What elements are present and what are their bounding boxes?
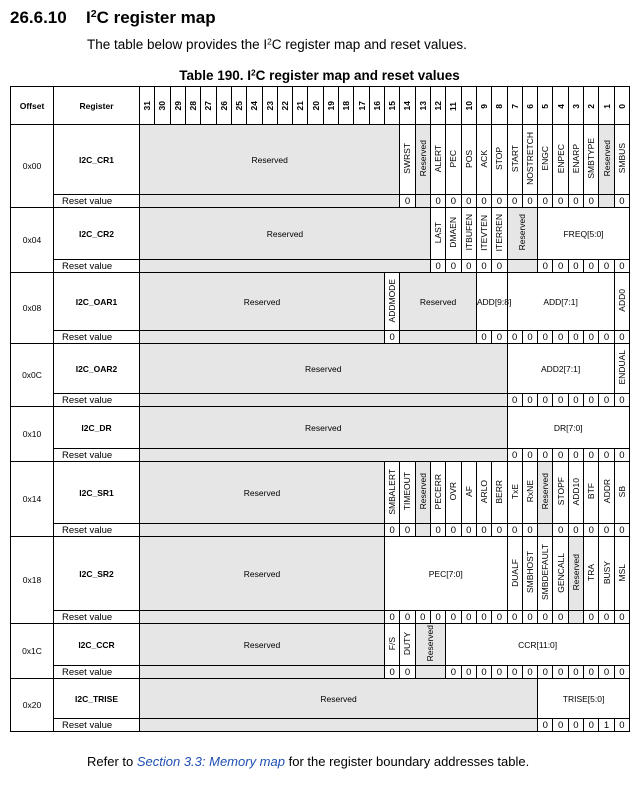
reset-reserved-cell [415, 524, 430, 537]
footer-note: Refer to Section 3.3: Memory map for the register boundary addresses table. [87, 754, 530, 769]
reset-value-cell: 0 [476, 666, 491, 679]
bit-header: 21 [293, 87, 308, 125]
reserved-field: Reserved [568, 537, 583, 611]
bit-field: ACK [476, 125, 491, 195]
reserved-field: Reserved [140, 679, 538, 719]
reset-value-cell: 0 [492, 611, 507, 624]
reset-value-cell: 0 [538, 666, 553, 679]
reset-value-cell: 0 [614, 260, 629, 273]
bit-header: 24 [247, 87, 262, 125]
reset-value-cell: 0 [584, 719, 599, 732]
reset-value-cell: 0 [553, 719, 568, 732]
reset-value-cell: 0 [538, 331, 553, 344]
register-name: I2C_CR1 [54, 125, 140, 195]
bit-header: 9 [476, 87, 491, 125]
reset-value-label: Reset value [54, 449, 140, 462]
bit-header: 20 [308, 87, 323, 125]
reset-value-cell: 0 [614, 719, 629, 732]
reset-value-cell: 0 [476, 524, 491, 537]
register-offset: 0x00 [11, 125, 54, 208]
register-row [11, 125, 630, 195]
section-number: 26.6.10 [10, 8, 67, 27]
reset-value-cell: 0 [599, 666, 614, 679]
register-offset: 0x08 [11, 273, 54, 344]
reset-value-cell: 0 [446, 524, 461, 537]
reset-value-cell: 0 [599, 260, 614, 273]
bit-header: 5 [538, 87, 553, 125]
bit-field: ADDMODE [385, 273, 400, 331]
reserved-field: Reserved [140, 344, 508, 394]
reset-value-cell: 0 [385, 331, 400, 344]
bit-field: ITERREN [492, 208, 507, 260]
register-row [11, 537, 630, 611]
bit-field: SMBDEFAULT [538, 537, 553, 611]
reset-value-cell: 0 [461, 666, 476, 679]
reset-value-cell: 0 [446, 195, 461, 208]
bit-field: DUALF [507, 537, 522, 611]
reset-value-cell: 0 [538, 719, 553, 732]
offset-column-header: Offset [11, 87, 54, 125]
register-row [11, 679, 630, 719]
reset-value-row [11, 719, 630, 732]
reset-value-cell: 0 [492, 524, 507, 537]
reset-value-cell: 0 [584, 666, 599, 679]
reset-value-cell: 0 [430, 524, 445, 537]
reset-value-cell: 1 [599, 719, 614, 732]
register-name: I2C_DR [54, 407, 140, 449]
reset-value-cell: 0 [553, 449, 568, 462]
reset-value-label: Reset value [54, 394, 140, 407]
bit-field: ITEVTEN [476, 208, 491, 260]
bit-field: ADD10 [568, 462, 583, 524]
reset-value-cell: 0 [446, 260, 461, 273]
bit-header: 13 [415, 87, 430, 125]
bit-field: DMAEN [446, 208, 461, 260]
reset-value-label: Reset value [54, 666, 140, 679]
bit-field: LAST [430, 208, 445, 260]
reset-reserved-cell [415, 666, 446, 679]
bit-field: PEC [446, 125, 461, 195]
reset-value-cell: 0 [522, 611, 537, 624]
register-offset: 0x20 [11, 679, 54, 732]
reset-value-cell: 0 [614, 611, 629, 624]
reset-value-cell: 0 [553, 524, 568, 537]
reset-value-cell: 0 [568, 666, 583, 679]
reserved-field: Reserved [140, 273, 385, 331]
bit-header: 8 [492, 87, 507, 125]
reset-value-cell: 0 [538, 260, 553, 273]
reset-value-cell: 0 [507, 666, 522, 679]
reset-value-cell: 0 [430, 195, 445, 208]
reset-value-cell: 0 [553, 394, 568, 407]
reset-value-cell: 0 [568, 719, 583, 732]
reserved-field: Reserved [507, 208, 538, 260]
reset-reserved-cell [140, 449, 508, 462]
reset-value-label: Reset value [54, 195, 140, 208]
reset-value-cell: 0 [507, 331, 522, 344]
reset-value-label: Reset value [54, 611, 140, 624]
bit-header: 4 [553, 87, 568, 125]
reset-value-cell: 0 [584, 449, 599, 462]
reset-value-cell: 0 [584, 524, 599, 537]
bit-field: SMBALERT [385, 462, 400, 524]
reset-value-row [11, 524, 630, 537]
bit-field: PEC[7:0] [385, 537, 508, 611]
reset-value-row [11, 331, 630, 344]
bit-header: 7 [507, 87, 522, 125]
reset-value-cell: 0 [461, 260, 476, 273]
bit-field: BTF [584, 462, 599, 524]
reserved-field: Reserved [538, 462, 553, 524]
reset-reserved-cell [140, 331, 385, 344]
reserved-field: Reserved [400, 273, 477, 331]
register-name: I2C_OAR2 [54, 344, 140, 394]
reset-value-cell: 0 [553, 260, 568, 273]
reset-value-cell: 0 [522, 195, 537, 208]
reset-value-cell: 0 [461, 195, 476, 208]
reserved-field: Reserved [140, 537, 385, 611]
reset-value-cell: 0 [614, 449, 629, 462]
reserved-field: Reserved [140, 125, 400, 195]
reset-value-cell: 0 [553, 331, 568, 344]
reset-value-cell: 0 [415, 611, 430, 624]
bit-field: ENARP [568, 125, 583, 195]
table-caption: Table 190. $I^2C$ register map and reset values [179, 67, 460, 83]
intro-text: The table below provides the $I^2C$ register map and reset values. [87, 36, 467, 52]
bit-field: ADD0 [614, 273, 629, 331]
bit-header: 27 [201, 87, 216, 125]
reset-reserved-cell [140, 195, 400, 208]
reserved-field: Reserved [415, 125, 430, 195]
bit-field: BERR [492, 462, 507, 524]
reset-value-cell: 0 [461, 611, 476, 624]
reset-value-row [11, 195, 630, 208]
register-map-table [10, 86, 630, 732]
reset-value-cell: 0 [568, 331, 583, 344]
bit-field: ENPEC [553, 125, 568, 195]
reset-reserved-cell [568, 611, 583, 624]
reset-value-cell: 0 [476, 195, 491, 208]
bit-header: 10 [461, 87, 476, 125]
bit-field: TIMEOUT [400, 462, 415, 524]
bit-header: 31 [140, 87, 155, 125]
reserved-field: Reserved [140, 462, 385, 524]
reset-value-label: Reset value [54, 331, 140, 344]
reset-value-cell: 0 [599, 331, 614, 344]
reserved-field: Reserved [140, 208, 431, 260]
register-column-header: Register [54, 87, 140, 125]
reset-value-cell: 0 [538, 394, 553, 407]
bit-header: 18 [339, 87, 354, 125]
register-row [11, 624, 630, 666]
bit-field: START [507, 125, 522, 195]
bit-field: ADD[9:8] [476, 273, 507, 331]
reserved-field: Reserved [140, 407, 508, 449]
reset-value-cell: 0 [568, 260, 583, 273]
bit-header: 14 [400, 87, 415, 125]
register-offset: 0x10 [11, 407, 54, 462]
bit-field: TxE [507, 462, 522, 524]
reset-value-row [11, 666, 630, 679]
bit-field: ENGC [538, 125, 553, 195]
reset-value-cell: 0 [461, 524, 476, 537]
reset-value-cell: 0 [522, 394, 537, 407]
reset-value-cell: 0 [568, 524, 583, 537]
reserved-field: Reserved [415, 462, 430, 524]
reset-value-cell: 0 [568, 195, 583, 208]
register-name: I2C_SR1 [54, 462, 140, 524]
reset-value-row [11, 394, 630, 407]
reset-value-row [11, 449, 630, 462]
reset-value-cell: 0 [522, 331, 537, 344]
bit-header: 1 [599, 87, 614, 125]
bit-field: SMBTYPE [584, 125, 599, 195]
bit-field: GENCALL [553, 537, 568, 611]
reset-value-cell: 0 [584, 331, 599, 344]
reset-value-cell: 0 [507, 195, 522, 208]
reset-value-cell: 0 [476, 260, 491, 273]
bit-header: 30 [155, 87, 170, 125]
register-name: I2C_OAR1 [54, 273, 140, 331]
reserved-field: Reserved [140, 624, 385, 666]
reset-value-cell: 0 [507, 611, 522, 624]
reset-value-cell: 0 [568, 394, 583, 407]
bit-header: 19 [323, 87, 338, 125]
reset-value-cell: 0 [507, 449, 522, 462]
bit-header: 2 [584, 87, 599, 125]
reset-reserved-cell [599, 195, 614, 208]
register-name: I2C_CCR [54, 624, 140, 666]
reset-value-cell: 0 [599, 524, 614, 537]
bit-field: ADD2[7:1] [507, 344, 614, 394]
bit-field: DUTY [400, 624, 415, 666]
bit-header: 3 [568, 87, 583, 125]
bit-header: 26 [216, 87, 231, 125]
reset-value-cell: 0 [430, 260, 445, 273]
bit-header: 28 [185, 87, 200, 125]
bit-field: STOPF [553, 462, 568, 524]
reset-reserved-cell [140, 524, 385, 537]
reset-value-cell: 0 [614, 666, 629, 679]
reset-value-cell: 0 [492, 195, 507, 208]
reset-reserved-cell [140, 394, 508, 407]
register-row [11, 273, 630, 331]
bit-header: 29 [170, 87, 185, 125]
bit-field: RxNE [522, 462, 537, 524]
bit-header: 23 [262, 87, 277, 125]
reset-value-cell: 0 [538, 449, 553, 462]
reset-value-cell: 0 [476, 331, 491, 344]
reset-value-cell: 0 [584, 195, 599, 208]
reset-value-cell: 0 [584, 394, 599, 407]
reset-value-cell: 0 [430, 611, 445, 624]
reset-value-cell: 0 [599, 394, 614, 407]
bit-field: ARLO [476, 462, 491, 524]
reset-value-cell: 0 [614, 394, 629, 407]
bit-field: ITBUFEN [461, 208, 476, 260]
reset-reserved-cell [507, 260, 538, 273]
reset-reserved-cell [538, 524, 553, 537]
reserved-field: Reserved [415, 624, 446, 666]
reset-value-cell: 0 [385, 524, 400, 537]
bit-field: ADD[7:1] [507, 273, 614, 331]
reset-value-row [11, 260, 630, 273]
reset-value-cell: 0 [522, 449, 537, 462]
reset-reserved-cell [140, 260, 431, 273]
reset-value-cell: 0 [476, 611, 491, 624]
bit-header: 15 [385, 87, 400, 125]
reset-value-cell: 0 [400, 611, 415, 624]
bit-header: 12 [430, 87, 445, 125]
register-offset: 0x14 [11, 462, 54, 537]
reset-value-cell: 0 [400, 524, 415, 537]
section-heading [10, 8, 216, 28]
bit-header: 0 [614, 87, 629, 125]
bit-field: SB [614, 462, 629, 524]
bit-header: 16 [369, 87, 384, 125]
bit-field: NOSTRETCH [522, 125, 537, 195]
bit-field: SMBHOST [522, 537, 537, 611]
reset-value-label: Reset value [54, 524, 140, 537]
reset-value-cell: 0 [614, 331, 629, 344]
bit-field: TRA [584, 537, 599, 611]
reset-value-cell: 0 [599, 449, 614, 462]
reset-value-cell: 0 [614, 195, 629, 208]
bit-header: 22 [277, 87, 292, 125]
reset-value-cell: 0 [553, 195, 568, 208]
reset-value-cell: 0 [446, 611, 461, 624]
reset-value-row [11, 611, 630, 624]
register-row [11, 208, 630, 260]
reset-value-cell: 0 [400, 666, 415, 679]
bit-header: 6 [522, 87, 537, 125]
bit-field: MSL [614, 537, 629, 611]
bit-field: SWRST [400, 125, 415, 195]
bit-header: 25 [231, 87, 246, 125]
reset-value-cell: 0 [385, 666, 400, 679]
reset-value-cell: 0 [553, 666, 568, 679]
register-offset: 0x04 [11, 208, 54, 273]
bit-field: OVR [446, 462, 461, 524]
reset-value-cell: 0 [492, 260, 507, 273]
reset-value-cell: 0 [584, 611, 599, 624]
reset-value-cell: 0 [522, 666, 537, 679]
reset-value-cell: 0 [584, 260, 599, 273]
reset-value-cell: 0 [568, 449, 583, 462]
reset-reserved-cell [140, 719, 538, 732]
register-name: I2C_CR2 [54, 208, 140, 260]
bit-header: 17 [354, 87, 369, 125]
reset-value-cell: 0 [492, 666, 507, 679]
reset-reserved-cell [400, 331, 477, 344]
reset-value-cell: 0 [538, 611, 553, 624]
reset-value-label: Reset value [54, 260, 140, 273]
reset-value-cell: 0 [446, 666, 461, 679]
bit-field: POS [461, 125, 476, 195]
reset-reserved-cell [140, 611, 385, 624]
register-row [11, 462, 630, 524]
bit-field: ADDR [599, 462, 614, 524]
bit-field: F/S [385, 624, 400, 666]
register-offset: 0x0C [11, 344, 54, 407]
bit-header: 11 [446, 87, 461, 125]
bit-field: SMBUS [614, 125, 629, 195]
reset-value-cell: 0 [507, 394, 522, 407]
bit-field: DR[7:0] [507, 407, 630, 449]
register-offset: 0x18 [11, 537, 54, 624]
bit-field: STOP [492, 125, 507, 195]
reserved-field: Reserved [599, 125, 614, 195]
reset-value-cell: 0 [599, 611, 614, 624]
bit-field: TRISE[5:0] [538, 679, 630, 719]
register-row [11, 344, 630, 394]
reset-reserved-cell [415, 195, 430, 208]
reset-value-label: Reset value [54, 719, 140, 732]
reset-value-cell: 0 [492, 331, 507, 344]
bit-field: ENDUAL [614, 344, 629, 394]
reset-value-cell: 0 [522, 524, 537, 537]
bit-field: ALERT [430, 125, 445, 195]
bit-field: AF [461, 462, 476, 524]
section-title: $I^2C$ register map [86, 8, 216, 27]
reset-value-cell: 0 [400, 195, 415, 208]
reset-value-cell: 0 [553, 611, 568, 624]
register-offset: 0x1C [11, 624, 54, 679]
reset-value-cell: 0 [507, 524, 522, 537]
register-row [11, 407, 630, 449]
bit-field: CCR[11:0] [446, 624, 630, 666]
register-name: I2C_TRISE [54, 679, 140, 719]
bit-field: FREQ[5:0] [538, 208, 630, 260]
reset-value-cell: 0 [538, 195, 553, 208]
bit-field: BUSY [599, 537, 614, 611]
bit-field: PECERR [430, 462, 445, 524]
reset-value-cell: 0 [614, 524, 629, 537]
reset-reserved-cell [140, 666, 385, 679]
reset-value-cell: 0 [385, 611, 400, 624]
memory-map-link[interactable]: Section 3.3: Memory map [136, 754, 285, 769]
register-name: I2C_SR2 [54, 537, 140, 611]
